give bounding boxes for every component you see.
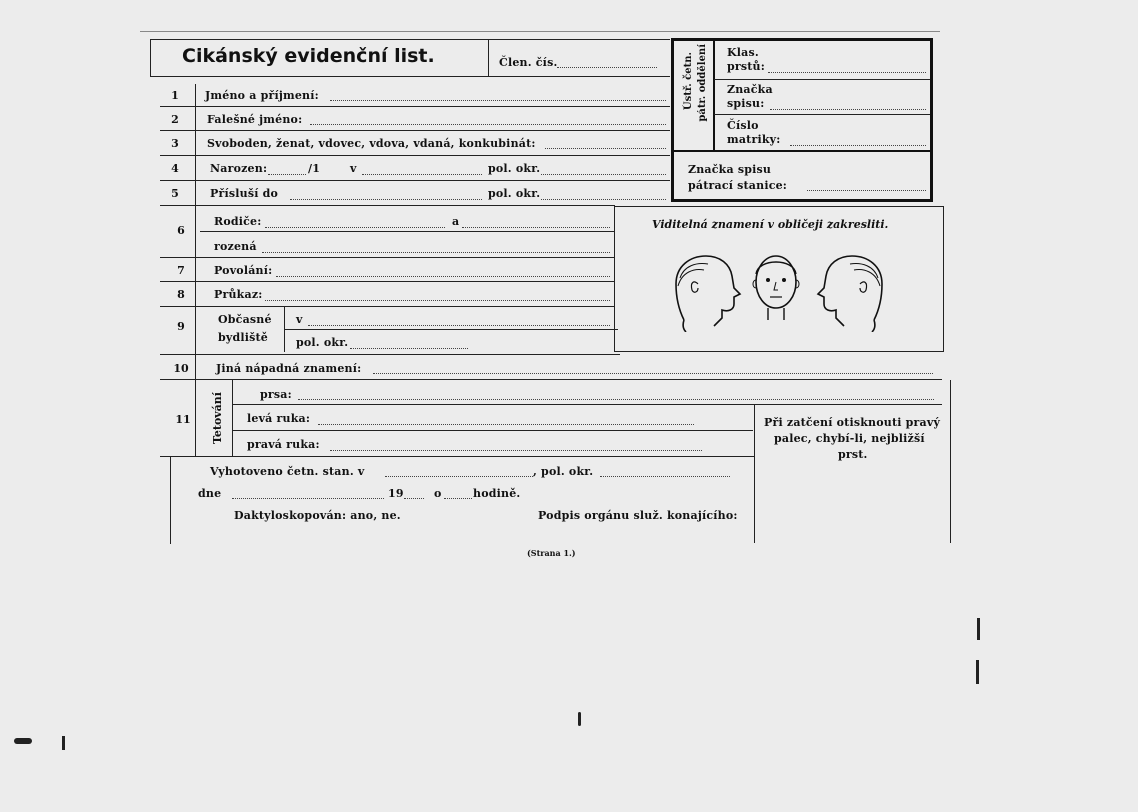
row-8-dots xyxy=(265,300,610,301)
row-4-dots-c xyxy=(541,174,666,175)
row-9-label-a: Občasné xyxy=(218,313,272,326)
row-4-number: 4 xyxy=(171,162,179,175)
row-6-dots-b xyxy=(462,227,610,228)
row-3-number: 3 xyxy=(171,137,179,150)
face-left-profile xyxy=(664,250,744,332)
registry-line-1 xyxy=(714,79,930,80)
title-divider xyxy=(488,39,489,76)
number-column-line xyxy=(195,84,196,456)
row-7-line xyxy=(160,281,614,282)
member-number-dots xyxy=(557,67,657,68)
row-11-prava-dots xyxy=(330,450,702,451)
row-2-label: Falešné jméno: xyxy=(207,113,303,126)
registry-line-2 xyxy=(714,114,930,115)
row-11-line-c xyxy=(160,456,754,457)
footer-podpis: Podpis orgánu služ. konajícího: xyxy=(538,509,738,522)
row-11-prsa: prsa: xyxy=(260,388,292,401)
row-4-v: v xyxy=(350,162,357,175)
row-3-dots xyxy=(545,148,666,149)
row-7-label: Povolání: xyxy=(214,264,273,277)
row-8-line xyxy=(160,306,614,307)
face-front xyxy=(746,250,806,325)
row-11-divider xyxy=(232,380,233,456)
thumb-note-3: prst. xyxy=(838,448,868,461)
row-7-number: 7 xyxy=(177,264,185,277)
matriky-dots xyxy=(790,145,926,146)
row-9-number: 9 xyxy=(177,320,185,333)
row-2-line xyxy=(160,130,670,131)
row-3-label: Svoboden, ženat, vdovec, vdova, vdaná, konkubinát: xyxy=(207,137,536,150)
registry-vertical-label-2: pátr. oddělení xyxy=(697,44,708,122)
tetovani-label: Tetování xyxy=(211,392,224,445)
registry-box xyxy=(671,38,933,202)
row-7-dots xyxy=(276,276,610,277)
row-6-a: a xyxy=(452,215,460,228)
footer-o: o xyxy=(434,487,442,500)
row-10-dots xyxy=(373,373,933,374)
thumb-note-1: Při zatčení otisknouti pravý xyxy=(764,416,941,429)
row-3-line xyxy=(160,155,670,156)
footer-dots-year xyxy=(404,498,424,499)
prstu-label: prstů: xyxy=(727,60,766,73)
scan-speck xyxy=(578,712,581,726)
row-8-label: Průkaz: xyxy=(214,288,263,301)
station-ref-label-2: pátrací stanice: xyxy=(688,179,788,192)
znacka-label: Značka xyxy=(727,83,773,96)
footer-hodine: hodině. xyxy=(473,487,521,500)
scan-speck xyxy=(976,660,979,684)
row-1-label: Jméno a příjmení: xyxy=(205,89,319,102)
page-label: (Strana 1.) xyxy=(527,548,576,558)
row-9-v: v xyxy=(296,313,303,326)
row-6-dots-a xyxy=(265,227,445,228)
row-9-line xyxy=(160,354,620,355)
row-5-pol: pol. okr. xyxy=(488,187,541,200)
registry-vertical-label-1: Ústř. četn. xyxy=(683,52,694,111)
registry-line-3 xyxy=(674,150,930,152)
row-1-line xyxy=(160,106,670,107)
row-9-mid-line xyxy=(285,329,618,330)
row-4-line xyxy=(160,180,670,181)
row-6-label: Rodiče: xyxy=(214,215,262,228)
footer-dne: dne xyxy=(198,487,222,500)
row-4-slash: /1 xyxy=(308,162,321,175)
row-8-number: 8 xyxy=(177,288,185,301)
row-5-line xyxy=(160,205,615,206)
row-11-prava: pravá ruka: xyxy=(247,438,320,451)
spisu-dots xyxy=(770,109,926,110)
row-11-line-b xyxy=(233,430,753,431)
title-bottom-border xyxy=(150,76,670,77)
member-number-label: Člen. čís. xyxy=(499,56,558,69)
footer-year: 19 xyxy=(388,487,404,500)
footer-dots-date xyxy=(232,498,384,499)
footer-dots-pol xyxy=(600,476,730,477)
footer-left-border xyxy=(170,456,171,544)
row-4-dots-a xyxy=(268,174,306,175)
thumb-box-left xyxy=(754,405,755,543)
row-5-label: Přísluší do xyxy=(210,187,279,200)
row-1-number: 1 xyxy=(171,89,179,102)
row-1-dots xyxy=(330,100,666,101)
scan-edge-line xyxy=(140,31,940,32)
registry-vertical-divider xyxy=(713,41,715,150)
footer-pol: , pol. okr. xyxy=(533,465,594,478)
station-ref-dots xyxy=(807,190,926,191)
row-10-number: 10 xyxy=(173,362,189,375)
row-5-dots-b xyxy=(541,199,666,200)
row-6-dots-c xyxy=(262,252,610,253)
footer-dots-hour xyxy=(444,498,472,499)
row-9-dots-a xyxy=(308,325,610,326)
spisu-label: spisu: xyxy=(727,97,765,110)
thumb-box-right xyxy=(950,380,951,543)
row-11-number: 11 xyxy=(175,413,191,426)
row-4-label: Narozen: xyxy=(210,162,268,175)
row-6-number: 6 xyxy=(177,224,185,237)
cislo-label: Číslo xyxy=(727,119,759,132)
face-right-profile xyxy=(814,250,894,332)
row-9-label-b: bydliště xyxy=(218,331,269,344)
matriky-label: matriky: xyxy=(727,133,781,146)
row-4-dots-b xyxy=(362,174,482,175)
row-2-number: 2 xyxy=(171,113,179,126)
scan-speck xyxy=(977,618,980,640)
footer-dots-station xyxy=(385,476,533,477)
footer-line-1: Vyhotoveno četn. stan. v xyxy=(210,465,365,478)
row-5-number: 5 xyxy=(171,187,179,200)
row-5-dots-a xyxy=(290,199,482,200)
row-6-mid-line xyxy=(200,231,614,232)
row-6-rozena: rozená xyxy=(214,240,257,253)
station-ref-label-1: Značka spisu xyxy=(688,163,772,176)
row-10-label: Jiná nápadná znamení: xyxy=(216,362,362,375)
form-left-border xyxy=(150,39,151,76)
klas-label: Klas. xyxy=(727,46,759,59)
row-10-line xyxy=(160,379,942,380)
row-2-dots xyxy=(310,124,666,125)
row-11-leva-dots xyxy=(318,424,694,425)
form-title: Cikánský evidenční list. xyxy=(182,45,435,67)
row-6-line xyxy=(160,257,614,258)
footer-dakt: Daktyloskopován: ano, ne. xyxy=(234,509,401,522)
row-11-leva: levá ruka: xyxy=(247,412,311,425)
row-4-pol: pol. okr. xyxy=(488,162,541,175)
scan-speck xyxy=(62,736,65,750)
scan-speck xyxy=(14,738,32,744)
row-9-pol: pol. okr. xyxy=(296,336,349,349)
row-9-dots-b xyxy=(350,348,468,349)
form-top-border xyxy=(150,39,670,40)
prstu-dots xyxy=(768,72,926,73)
thumb-note-2: palec, chybí-li, nejbližší xyxy=(774,432,925,445)
row-11-prsa-dots xyxy=(298,399,934,400)
row-11-line-a xyxy=(233,404,942,405)
face-caption: Viditelná znamení v obličeji zakresliti. xyxy=(652,218,889,231)
